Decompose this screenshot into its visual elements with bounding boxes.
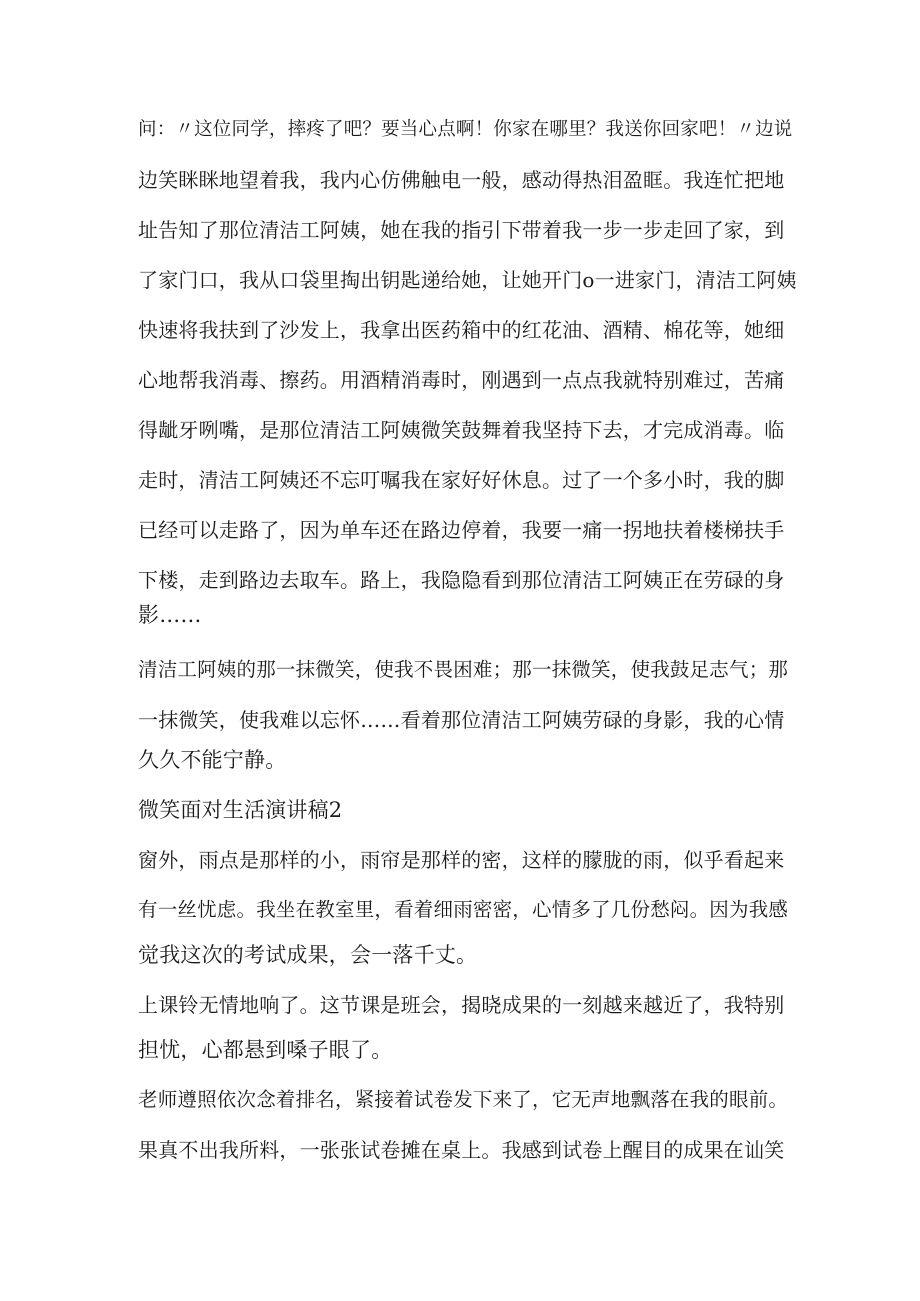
text-line: 已经可以走路了，因为单车还在路边停着，我要一痛一拐地扶着楼梯扶手 — [138, 518, 785, 542]
text-line: 担忧，心都悬到嗓子眼了。 — [138, 1038, 393, 1062]
text-line: 窗外，雨点是那样的小，雨帘是那样的密，这样的朦胧的雨，似乎看起来 — [138, 848, 785, 872]
text-line: 老师遵照依次念着排名，紧接着试卷发下来了，它无声地飘落在我的眼前。 — [138, 1088, 789, 1111]
text-line: 心地帮我消毒、擦药。用酒精消毒时，刚遇到一点点我就特别难过，苦痛 — [138, 368, 785, 392]
text-line: 得龇牙咧嘴，是那位清洁工阿姨微笑鼓舞着我坚持下去，才完成消毒。临 — [138, 418, 785, 442]
text-line: 觉我这次的考试成果，会一落千丈。 — [138, 943, 478, 967]
text-line: 下楼，走到路边去取车。路上，我隐隐看到那位清洁工阿姨正在劳碌的身 — [138, 568, 785, 592]
text-line: 上课铃无情地响了。这节课是班会，揭晓成果的一刻越来越近了，我特别 — [138, 993, 785, 1017]
text-line: 问：〃这位同学，摔疼了吧？要当心点啊！你家在哪里？我送你回家吧！〃边说 — [138, 119, 793, 140]
text-line: 了家门口，我从口袋里掏出钥匙递给她，让她开门o一进家门，清洁工阿姨 — [138, 268, 797, 292]
text-line: 果真不出我所料，一张张试卷摊在桌上。我感到试卷上醒目的成果在讪笑 — [138, 1138, 785, 1162]
text-line: 一抹微笑，使我难以忘怀……看着那位清洁工阿姨劳碌的身影，我的心情 — [138, 708, 785, 732]
section-heading: 微笑面对生活演讲稿2 — [138, 798, 343, 822]
text-line: 边笑眯眯地望着我，我内心仿佛触电一般，感动得热泪盈眶。我连忙把地 — [138, 168, 785, 192]
text-line: 址告知了那位清洁工阿姨，她在我的指引下带着我一步一步走回了家，到 — [138, 218, 785, 242]
text-line: 有一丝忧虑。我坐在教室里，看着细雨密密，心情多了几份愁闷。因为我感 — [138, 898, 789, 921]
text-line: 走时，清洁工阿姨还不忘叮嘱我在家好好休息。过了一个多小时，我的脚 — [138, 468, 785, 492]
text-line: 快速将我扶到了沙发上，我拿出医药箱中的红花油、酒精、棉花等，她细 — [138, 318, 785, 342]
text-line: 清洁工阿姨的那一抹微笑，使我不畏困难；那一抹微笑，使我鼓足志气；那 — [138, 658, 789, 681]
text-line: 久久不能宁静。 — [138, 748, 287, 772]
text-line: 影…… — [138, 603, 202, 627]
